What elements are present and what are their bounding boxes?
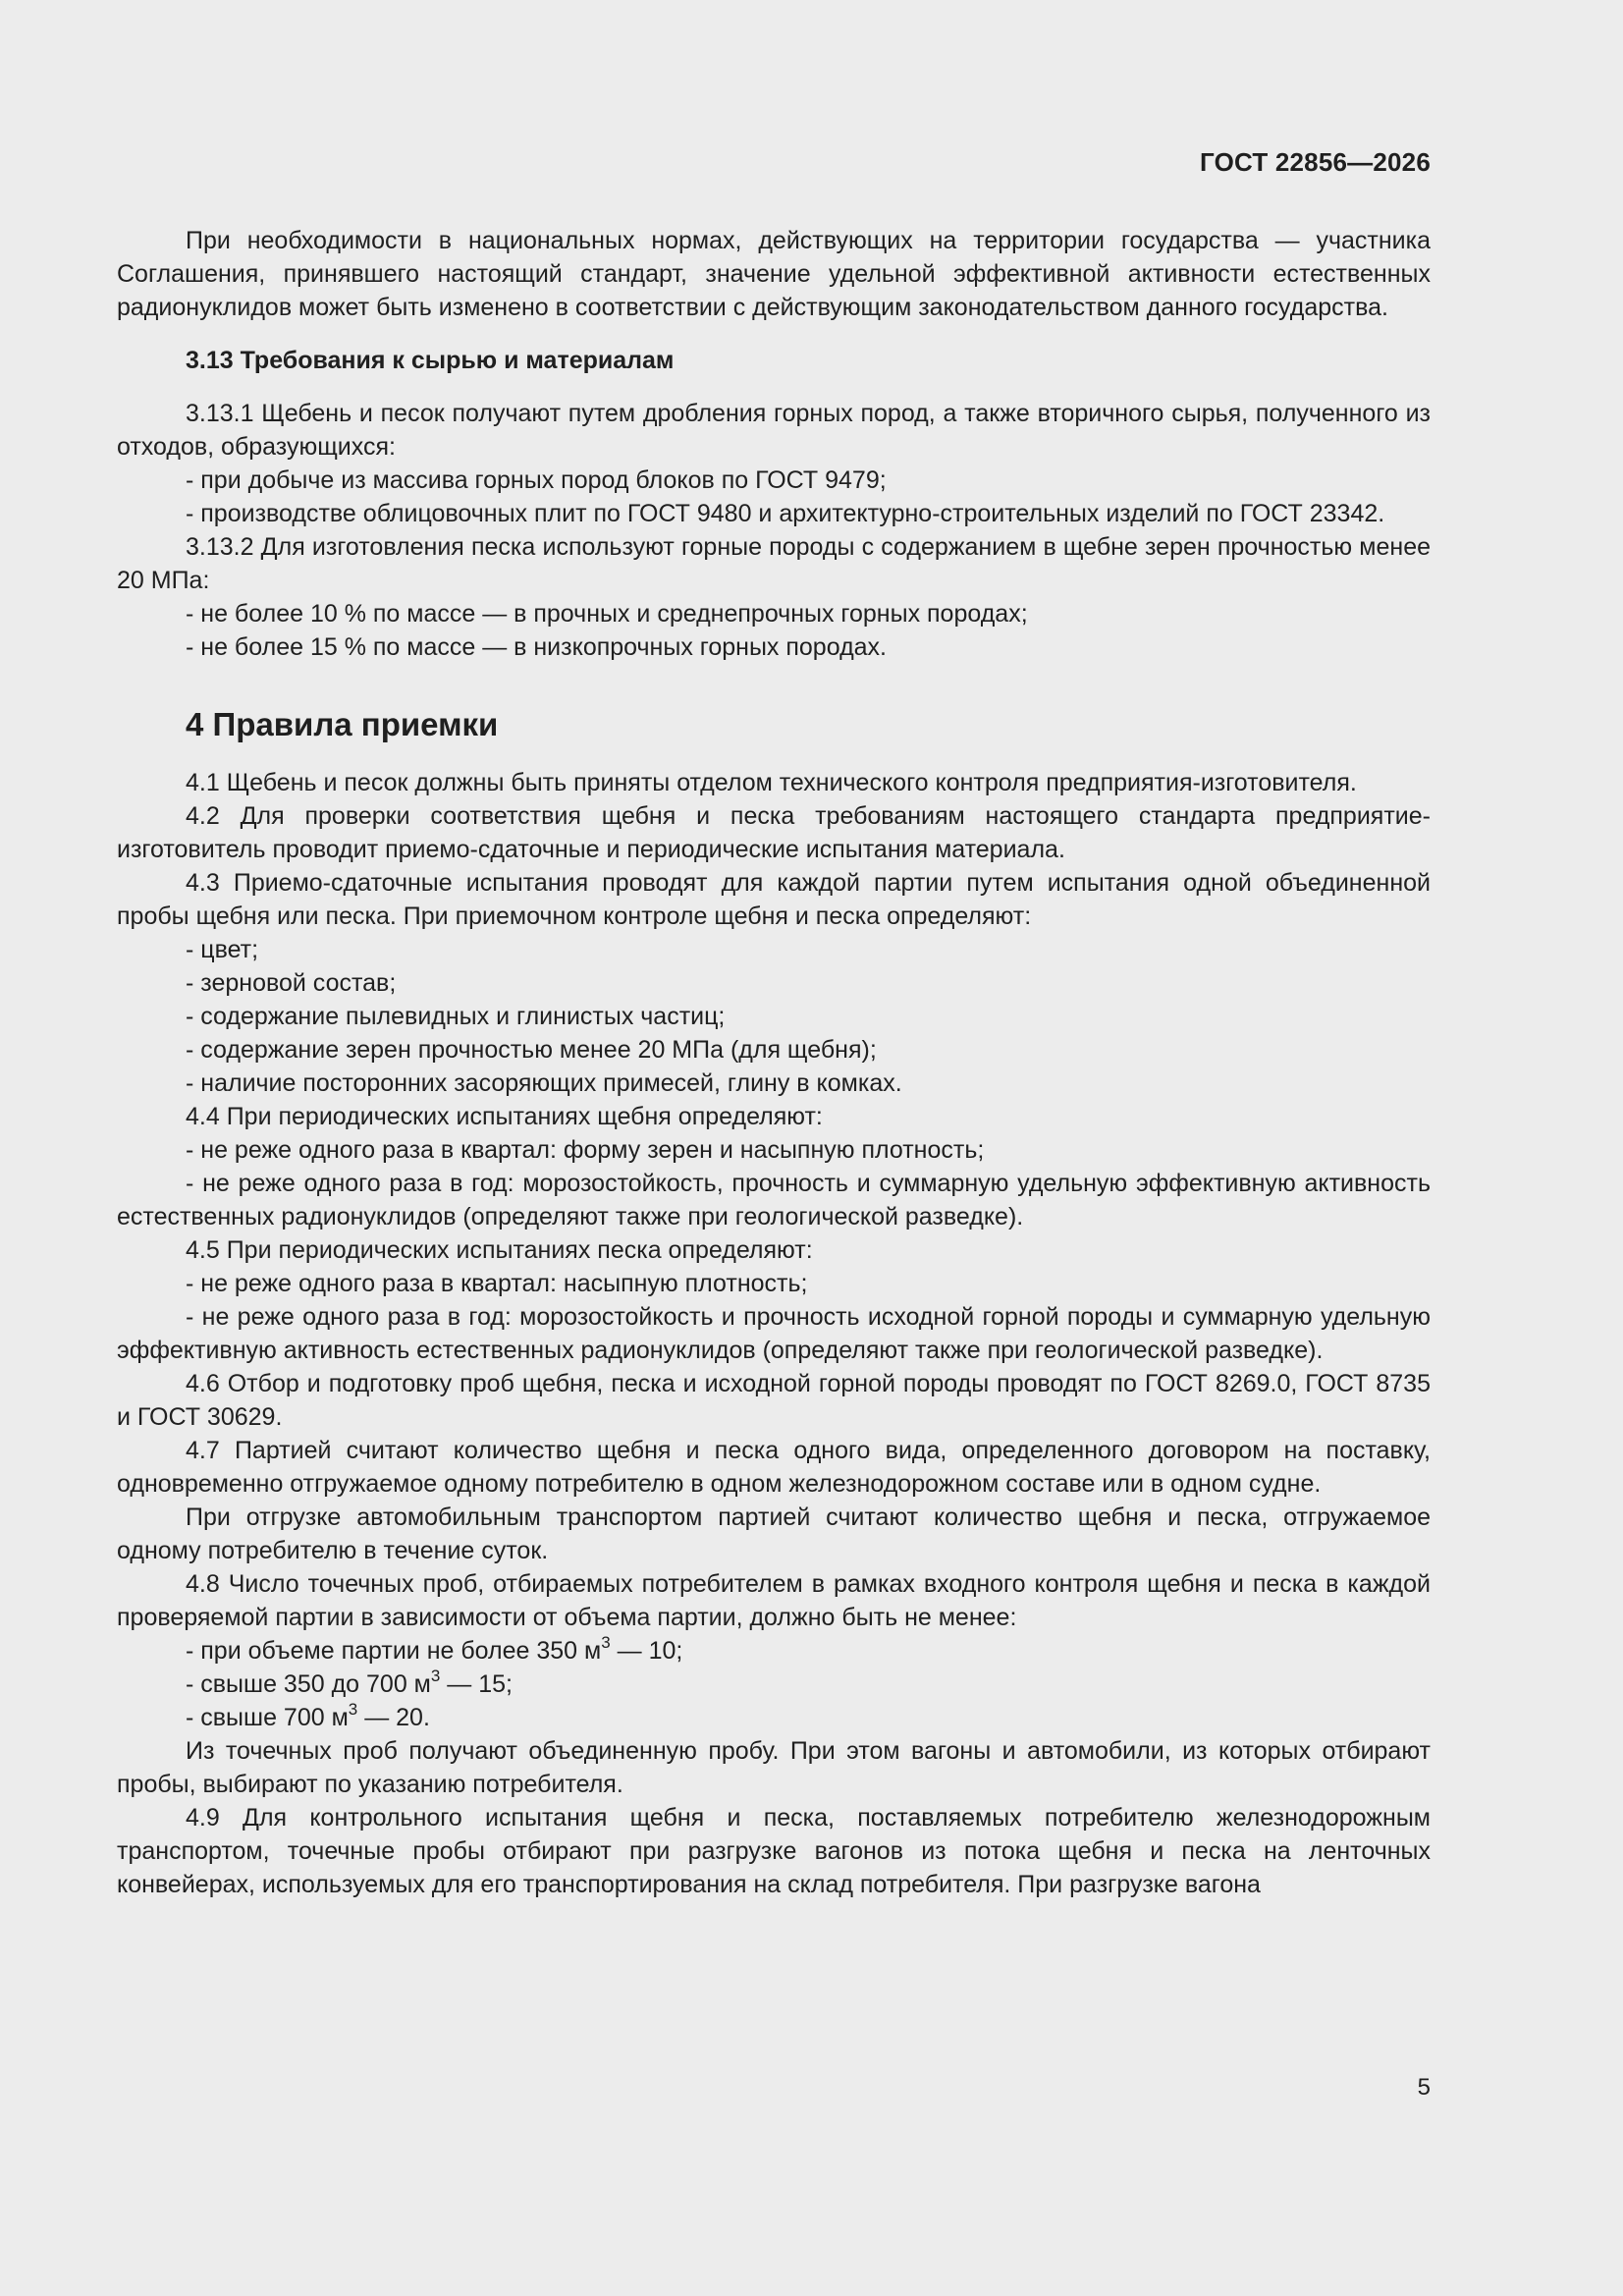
list-item-text: — 10; [610, 1637, 683, 1665]
list-item [117, 1634, 1431, 1667]
paragraph-4-6: 4.6 Отбор и подготовку проб щебня, песка и исходной горной породы проводят по ГОСТ 8269.0, ГОСТ 8735 и ГОСТ 30629. [117, 1370, 1431, 1431]
list-item [117, 1667, 1431, 1701]
list-item: - при добыче из массива горных пород блоков по ГОСТ 9479; [186, 466, 887, 494]
paragraph-3-13-2: 3.13.2 Для изготовления песка используют горные породы с содержанием в щебне зерен прочностью менее 20 МПа: [117, 533, 1431, 594]
superscript: 3 [601, 1633, 611, 1652]
paragraph-4-8: 4.8 Число точечных проб, отбираемых потребителем в рамках входного контроля щебня и песка в каждой проверяемой партии в зависимости от объема партии, должно быть не менее: [117, 1570, 1431, 1631]
list-item: - содержание зерен прочностью менее 20 МПа (для щебня); [186, 1036, 877, 1064]
list-item: - содержание пылевидных и глинистых частиц; [186, 1003, 726, 1030]
list-item: - не более 10 % по массе — в прочных и среднепрочных горных породах; [186, 600, 1028, 628]
document-body [117, 224, 1431, 1901]
paragraph-4-7: 4.7 Партией считают количество щебня и песка одного вида, определенного договором на поставку, одновременно отгружаемое одному потребителю в одном железнодорожном составе или в одном судне. [117, 1437, 1431, 1498]
list-item: - цвет; [186, 936, 259, 963]
paragraph-4-2: 4.2 Для проверки соответствия щебня и песка требованиям настоящего стандарта предприятие-изготовитель проводит приемо-сдаточные и периодические испытания материала. [117, 802, 1431, 863]
paragraph-4-8-pooled-sample: Из точечных проб получают объединенную пробу. При этом вагоны и автомобили, из которых отбирают пробы, выбирают по указанию потребителя. [117, 1737, 1431, 1798]
superscript: 3 [430, 1667, 441, 1685]
paragraph-4-9: 4.9 Для контрольного испытания щебня и песка, поставляемых потребителю железнодорожным транспортом, точечные пробы отбирают при разгрузке вагонов из потока щебня и песка на ленточных конвейерах, используемых для его транспортирования на склад потребителя. При разгрузке вагона [117, 1804, 1431, 1898]
standard-header: ГОСТ 22856—2026 [1200, 147, 1431, 177]
page-number: 5 [1417, 2074, 1431, 2101]
list-item: - не реже одного раза в год: морозостойкость и прочность исходной горной породы и суммарную удельную эффективную активность естественных радионуклидов (определяют также при геологической разведке). [117, 1303, 1431, 1364]
superscript: 3 [348, 1700, 358, 1719]
section-heading-4: 4 Правила приемки [186, 706, 499, 742]
list-item: - не более 15 % по массе — в низкопрочных горных породах. [186, 633, 888, 661]
paragraph-4-3: 4.3 Приемо-сдаточные испытания проводят для каждой партии путем испытания одной объединенной пробы щебня или песка. При приемочном контроле щебня и песка определяют: [117, 869, 1431, 930]
list-item: - не реже одного раза в квартал: насыпную плотность; [186, 1270, 808, 1297]
list-item-text: — 15; [440, 1670, 513, 1698]
paragraph-4-5: 4.5 При периодических испытаниях песка определяют: [186, 1236, 813, 1264]
list-item: - не реже одного раза в квартал: форму зерен и насыпную плотность; [186, 1136, 985, 1164]
subsection-heading-3-13: 3.13 Требования к сырью и материалам [186, 347, 675, 374]
list-item: - зерновой состав; [186, 969, 397, 997]
list-item-text: - свыше 700 м [186, 1704, 349, 1731]
list-item: - производстве облицовочных плит по ГОСТ 9480 и архитектурно-строительных изделий по ГОСТ 23342. [186, 500, 1385, 527]
list-item [117, 1701, 1431, 1734]
list-item-text: - при объеме партии не более 350 м [186, 1637, 602, 1665]
list-item-text: — 20. [357, 1704, 430, 1731]
paragraph-4-4: 4.4 При периодических испытаниях щебня определяют: [186, 1103, 823, 1130]
paragraph-3-13-1: 3.13.1 Щебень и песок получают путем дробления горных пород, а также вторичного сырья, полученного из отходов, образующихся: [117, 400, 1431, 461]
list-item-text: - свыше 350 до 700 м [186, 1670, 431, 1698]
list-item: - наличие посторонних засоряющих примесей, глину в комках. [186, 1069, 902, 1097]
list-item: - не реже одного раза в год: морозостойкость, прочность и суммарную удельную эффективную активность естественных радионуклидов (определяют также при геологической разведке). [117, 1170, 1431, 1230]
paragraph-4-7-automobile: При отгрузке автомобильным транспортом партией считают количество щебня и песка, отгружаемое одному потребителю в течение суток. [117, 1503, 1431, 1564]
paragraph-4-1: 4.1 Щебень и песок должны быть приняты отделом технического контроля предприятия-изготовителя. [186, 769, 1357, 796]
intro-paragraph: При необходимости в национальных нормах, действующих на территории государства — участника Соглашения, принявшего настоящий стандарт, значение удельной эффективной активности естественных радионуклидов может быть изменено в соответствии с действующим законодательством данного государства. [117, 227, 1431, 321]
